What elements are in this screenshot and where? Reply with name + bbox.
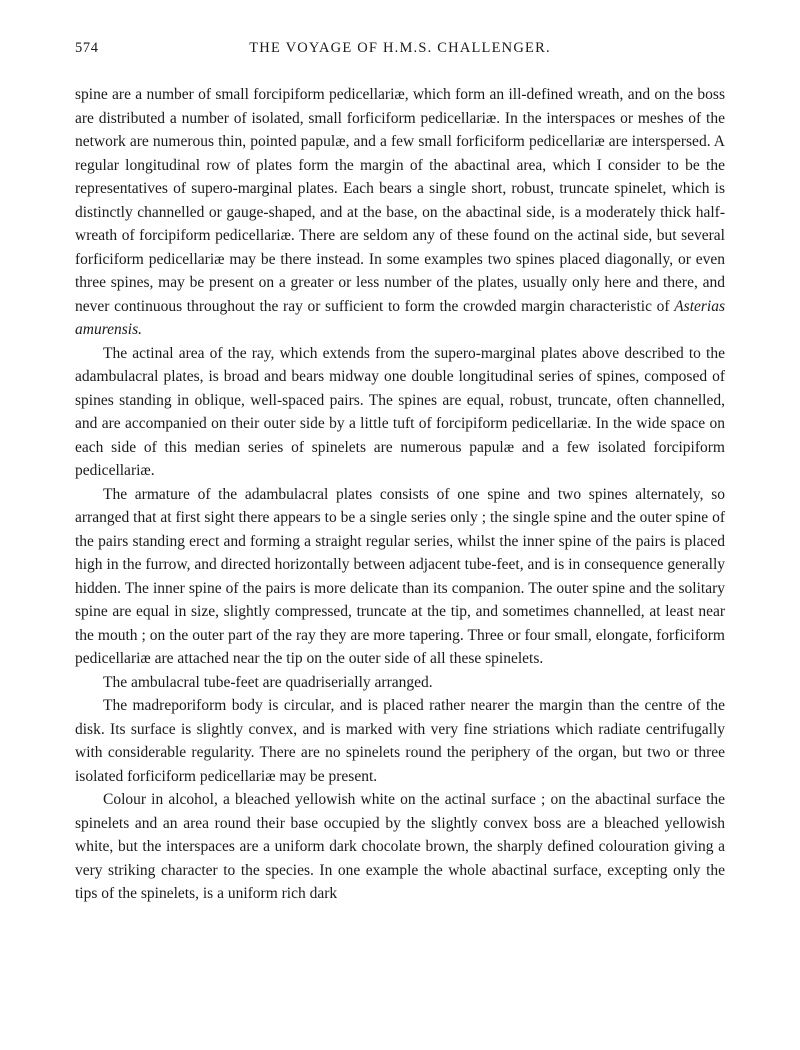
- paragraph-text: The madreporiform body is circular, and is placed rather nearer the margin than the centre of the disk. Its surface is slightly convex, and is marked with very fine striations which radiate centrifugally with considerable regularity. There are no spinelets round the periphery of the organ, but two or three isolated forficiform pedicellariæ may be present.: [75, 697, 725, 785]
- paragraph-actinal-area: [75, 342, 725, 483]
- paragraph-text: The armature of the adambulacral plates consists of one spine and two spines alternately, so arranged that at first sight there appears to be a single series only ; the single spine and the outer spine of the pairs standing erect and forming a straight regular series, whilst the inner spine of the pairs is placed high in the furrow, and directed horizontally between adjacent tube-feet, and is in consequence generally hidden. The inner spine of the pairs is more delicate than its companion. The outer spine and the solitary spine are equal in size, slightly compressed, truncate at the tip, and sometimes channelled, at least near the mouth ; on the outer part of the ray they are more tapering. Three or four small, elongate, forficiform pedicellariæ are attached near the tip on the outer side of all these spinelets.: [75, 485, 725, 667]
- running-title: THE VOYAGE OF H.M.S. CHALLENGER.: [249, 40, 551, 56]
- paragraph-madreporiform-body: [75, 694, 725, 788]
- running-head: [75, 40, 725, 62]
- paragraph-text: spine are a number of small forcipiform pedicellariæ, which form an ill-defined wreath, and on the boss are distributed a number of isolated, small forficiform pedicellariæ. In the interspaces or meshes of the network are numerous thin, pointed papulæ, and a few small forficiform pedicellariæ are interspersed. A regular longitudinal row of plates form the margin of the abactinal area, which I consider to be the representatives of supero-marginal plates. Each bears a single short, robust, truncate spinelet, which is distinctly channelled or gauge-shaped, and at the base, on the abactinal side, is a moderately thick half-wreath of forcipiform pedicellariæ. There are seldom any of these found on the actinal side, but several forficiform pedicellariæ may be there instead. In some examples two spines placed diagonally, or even three spines, may be present on a greater or less number of the plates, usually only here and there, and never continuous throughout the ray or sufficient to form the crowded margin characteristic of: [75, 86, 725, 315]
- paragraph-adambulacral-armature: [75, 483, 725, 671]
- paragraph-supero-marginal-plates: [75, 83, 725, 342]
- paragraph-text: Colour in alcohol, a bleached yellowish white on the actinal surface ; on the abactinal surface the spinelets and an area round their base occupied by the slightly convex boss are a bleached yellowish white, but the interspaces are a uniform dark chocolate brown, the sharply defined colouration giving a very striking character to the species. In one example the whole abactinal surface, excepting only the tips of the spinelets, is a uniform rich dark: [75, 791, 725, 902]
- paragraph-text: The actinal area of the ray, which extends from the supero-marginal plates above described to the adambulacral plates, is broad and bears midway one double longitudinal series of spines, composed of spines standing in oblique, well-spaced pairs. The spines are equal, robust, truncate, often channelled, and are accompanied on their outer side by a little tuft of forcipiform pedicellariæ. In the wide space on each side of this median series of spinelets are numerous papulæ and a few isolated forcipiform pedicellariæ.: [75, 344, 725, 479]
- paragraph-colour: [75, 788, 725, 906]
- page-number: 574: [75, 40, 99, 56]
- paragraph-text: The ambulacral tube-feet are quadriserially arranged.: [103, 673, 433, 691]
- species-name: Asterias amurensis.: [75, 297, 725, 338]
- paragraph-tube-feet: [75, 671, 725, 695]
- body-text: [75, 83, 725, 906]
